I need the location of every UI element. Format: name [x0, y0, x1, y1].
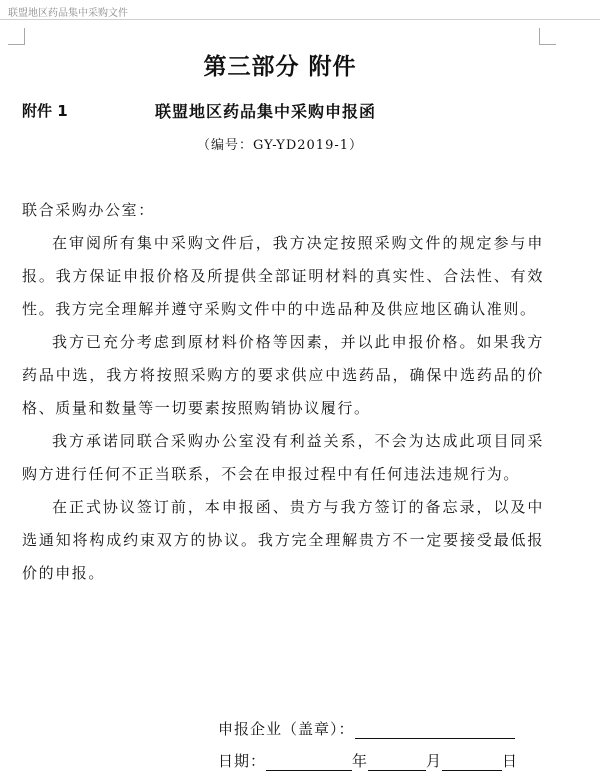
- section-title: 第三部分 附件: [203, 53, 357, 80]
- paragraph-agreement: 在正式协议签订前，本申报函、贵方与我方签订的备忘录，以及中选通知将构成约束双方的协议。我方完全理解贵方不一定要接受最低报价的申报。: [22, 498, 544, 582]
- company-blank-line: [355, 721, 515, 739]
- margin-corner-mark-left: [8, 28, 25, 45]
- year-label: 年: [352, 752, 369, 770]
- letter-body: [22, 194, 544, 590]
- date-label: 日期：: [218, 752, 267, 770]
- day-label: 日: [502, 752, 519, 770]
- day-blank-line: [442, 753, 502, 771]
- document-number: （编号：GY-YD2019-1）: [196, 138, 364, 153]
- date-row: [218, 750, 518, 771]
- month-label: 月: [426, 752, 443, 770]
- company-signature-row: [218, 718, 515, 739]
- header-divider: [0, 19, 600, 20]
- company-label: 申报企业（盖章）：: [218, 720, 355, 738]
- paragraph-integrity: 我方承诺同联合采购办公室没有利益关系，不会为达成此项目同采购方进行任何不正当联系，不会在申报过程中有任何违法违规行为。: [22, 432, 544, 483]
- running-header: 联盟地区药品集中采购文件: [8, 8, 128, 19]
- year-blank-line: [266, 753, 352, 771]
- month-blank-line: [368, 753, 426, 771]
- document-title: 联盟地区药品集中采购申报函: [155, 102, 377, 121]
- paragraph-review: 在审阅所有集中采购文件后，我方决定按照采购文件的规定参与申报。我方保证申报价格及所提供全部证明材料的真实性、合法性、有效性。我方完全理解并遵守采购文件中的中选品种及供应地区确认准则。: [22, 234, 544, 318]
- paragraph-pricing: 我方已充分考虑到原材料价格等因素，并以此申报价格。如果我方药品中选，我方将按照采购方的要求供应中选药品，确保中选药品的价格、质量和数量等一切要素按照购销协议履行。: [22, 333, 544, 417]
- annex-label: 附件 1: [22, 102, 68, 120]
- margin-corner-mark-right: [539, 28, 556, 45]
- salutation: 联合采购办公室：: [22, 201, 155, 219]
